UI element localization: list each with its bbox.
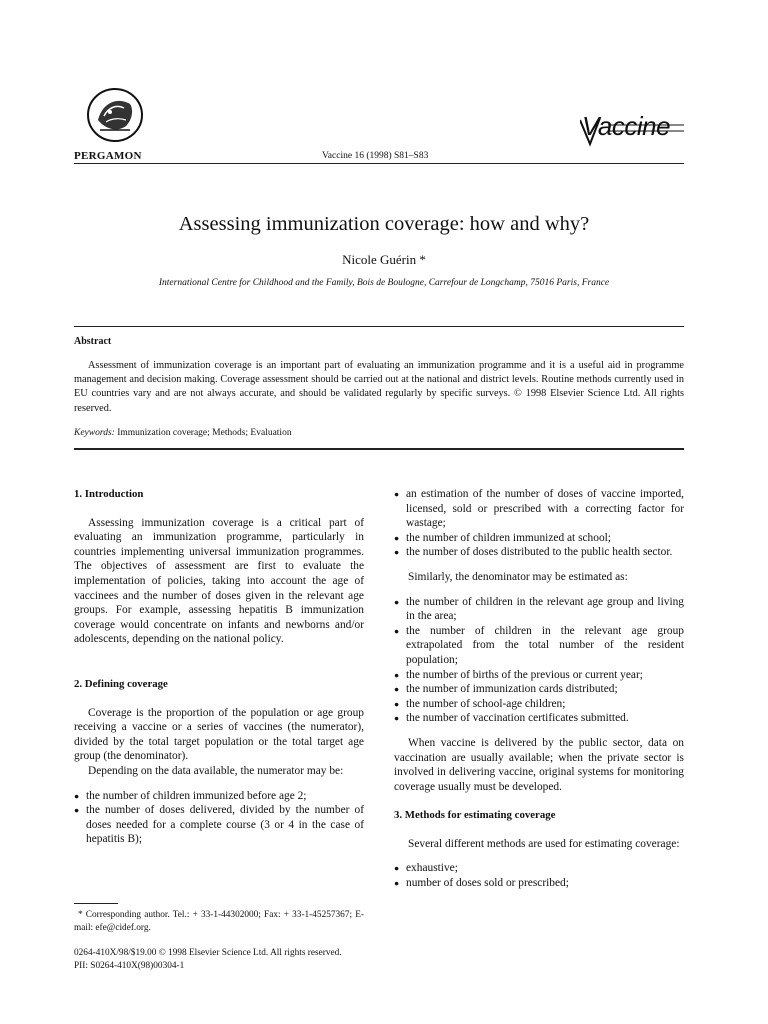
issn-line: 0264-410X/98/$19.00 © 1998 Elsevier Science Ltd. All rights reserved. <box>74 948 342 958</box>
publisher-emblem <box>86 86 144 144</box>
section-2-paragraph-2: Depending on the data available, the numerator may be: <box>88 764 344 777</box>
article-title: Assessing immunization coverage: how and why? <box>178 213 590 235</box>
abstract-text: Assessment of immunization coverage is an important part of evaluating an immunization programme and it is a useful aid in programme management and decision making. Coverage assessment should be carried out at the national and district levels. Routine methods currently used in EU countries vary and are not always accurate, and should be validated regularly by specific surveys. © 1998 Elsevier Science Ltd. All rights reserved. <box>74 360 684 414</box>
section-2-paragraph-1: Coverage is the proportion of the population or age group receiving a vaccine or a series of vaccines (the numerator), divided by the total target population or the total target age group (the denominator). <box>74 706 364 763</box>
list-item: ● number of doses sold or prescribed; <box>394 876 684 891</box>
list-item: ● the number of immunization cards distributed; <box>394 682 684 697</box>
publisher-name: PERGAMON <box>74 150 142 162</box>
list-item: ● the number of vaccination certificates submitted. <box>394 711 684 726</box>
section-3-heading: 3. Methods for estimating coverage <box>394 809 556 822</box>
footnote-rule <box>74 903 118 904</box>
list-item: ● the number of doses distributed to the public health sector. <box>394 545 684 560</box>
list-item: ● the number of children in the relevant age group extrapolated from the total number of the resident population; <box>394 624 684 668</box>
list-item: ● exhaustive; <box>394 861 684 876</box>
public-sector-paragraph: When vaccine is delivered by the public sector, data on vaccination are usually available; when the private sector is involved in delivering vaccine, original systems for monitoring coverage usually must be developed. <box>394 736 684 793</box>
keywords-values: Immunization coverage; Methods; Evaluation <box>117 428 292 438</box>
abstract-heading: Abstract <box>74 336 112 347</box>
list-item: ● the number of children in the relevant age group and living in the area; <box>394 595 684 624</box>
pii-line: PII: S0264-410X(98)00304-1 <box>74 961 185 971</box>
section-1-heading: 1. Introduction <box>74 488 144 500</box>
denominator-intro: Similarly, the denominator may be estimated as: <box>408 570 628 583</box>
list-item: ● the number of births of the previous or current year; <box>394 668 684 683</box>
journal-citation: Vaccine 16 (1998) S81–S83 <box>322 151 429 161</box>
numerator-list-continued <box>394 487 684 560</box>
list-item: ● the number of children immunized at school; <box>394 531 684 546</box>
left-column <box>74 487 364 847</box>
list-item: ● the number of school-age children; <box>394 697 684 712</box>
header-rule <box>74 163 684 164</box>
right-column <box>394 487 684 891</box>
abstract-bottom-rule <box>74 448 684 450</box>
keywords-label: Keywords: <box>74 428 115 438</box>
publication-meta <box>74 947 374 973</box>
section-1-paragraph: Assessing immunization coverage is a critical part of evaluating an immunization programme, particularly in countries implementing universal immunization programmes. The objectives of assessment are first to evaluate the implementation of policies, taking into account the age of vaccinees and the number of doses given in the relevant age groups. For example, assessing hepatitis B immunization coverage would concentrate on infants and newborns and/or adolescents, depending on the national policy. <box>74 516 364 646</box>
denominator-list <box>394 595 684 726</box>
section-3-paragraph: Several different methods are used for estimating coverage: <box>408 837 680 850</box>
list-item: ● an estimation of the number of doses of vaccine imported, licensed, sold or prescribed with a correcting factor for wastage; <box>394 487 684 531</box>
author-affiliation: International Centre for Childhood and the Family, Bois de Boulogne, Carrefour de Longchamp, 75016 Paris, France <box>158 278 610 288</box>
author-name: Nicole Guérin * <box>342 252 426 267</box>
numerator-list <box>74 789 364 847</box>
list-item: ● the number of children immunized before age 2; <box>74 789 364 804</box>
keywords-line <box>74 428 292 438</box>
list-item: ● the number of doses delivered, divided by the number of doses needed for a complete course (3 or 4 in the case of hepatitis B); <box>74 803 364 847</box>
section-2-heading: 2. Defining coverage <box>74 677 168 690</box>
corresponding-author-note: * Corresponding author. Tel.: + 33-1-44302000; Fax: + 33-1-45257367; E-mail: efe@cidef.org. <box>74 910 364 933</box>
methods-list <box>394 861 684 890</box>
journal-logo <box>580 108 686 155</box>
footnote <box>74 909 364 935</box>
abstract-top-rule <box>74 326 684 327</box>
journal-logo-text: Vaccine <box>582 111 671 141</box>
